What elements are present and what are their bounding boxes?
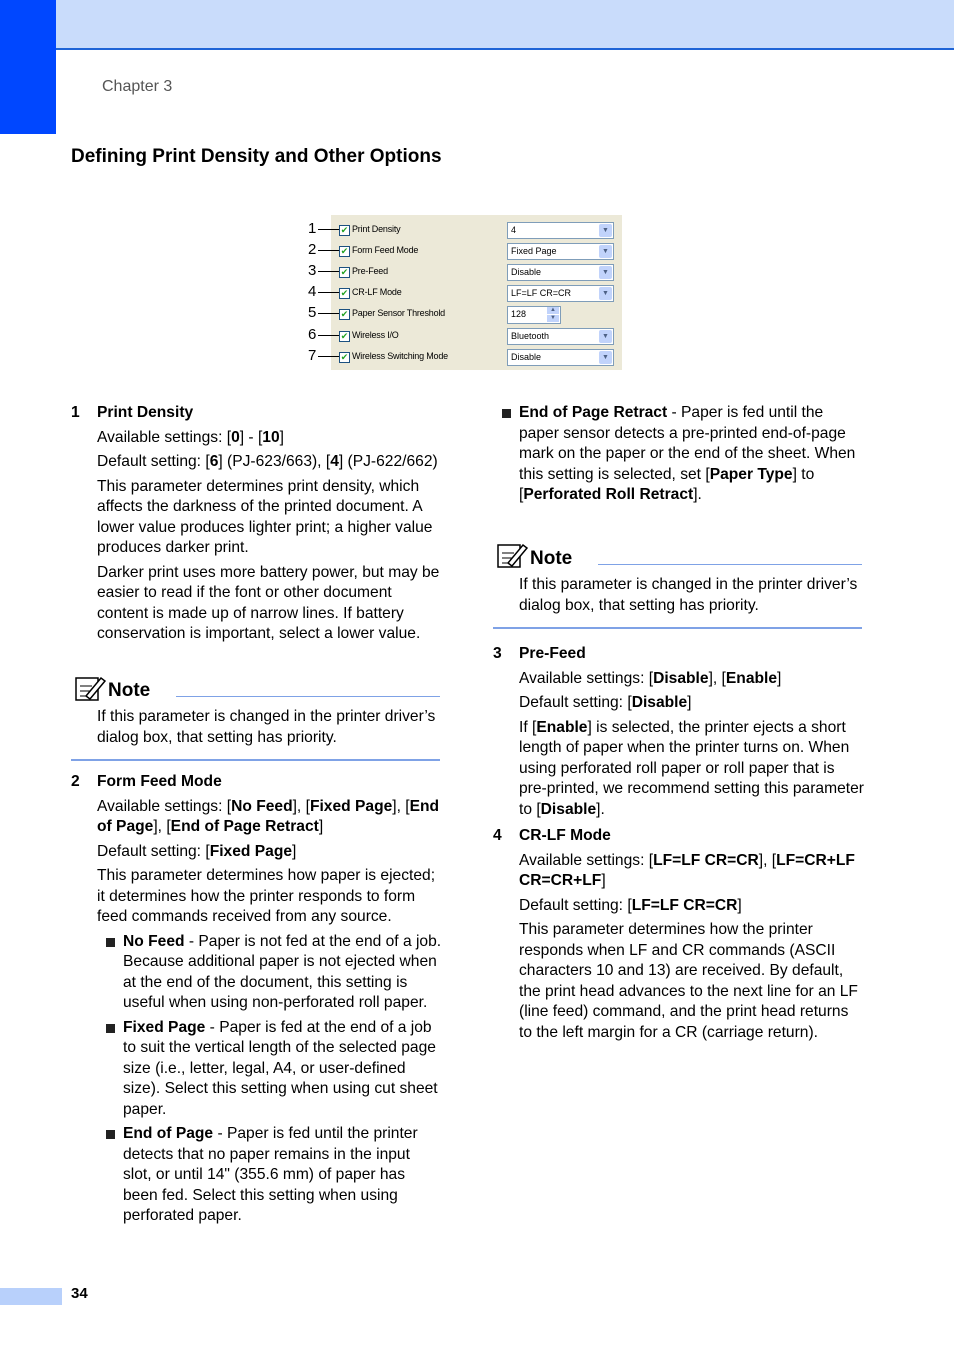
callout-line (318, 271, 339, 272)
checkbox-icon: ✔ (340, 246, 349, 257)
setting-dropdown (507, 285, 614, 302)
item-title: Form Feed Mode (97, 773, 222, 790)
spin-up-icon: ▲ (547, 307, 559, 314)
callout-number: 4 (308, 283, 317, 301)
chapter-label: Chapter 3 (102, 78, 173, 95)
available-settings: Available settings: [Disable], [Enable] (519, 669, 782, 687)
dropdown-arrow-icon: ▼ (599, 287, 612, 300)
item-pre-feed (519, 644, 864, 824)
list-item: Fixed Page - Paper is fed at the end of a job to suit the vertical length of the selected page size (i.e., letter, legal, A4, or user-defined size). Select this setting when using cut sheet paper. (97, 1018, 442, 1121)
description: This parameter determines how paper is ejected; it determines how the printer responds to form feed commands received from any source. (97, 867, 436, 925)
available-settings: Available settings: [0] - [10] (97, 428, 284, 446)
list-item: End of Page - Paper is fed until the printer detects that no paper remains in the input slot, or until 14" (355.6 mm) of paper has been fed. Select this setting when using perforated paper. (97, 1124, 442, 1227)
note-text: If this parameter is changed in the printer driver’s dialog box, that setting has priority. (97, 708, 436, 746)
default-setting: Default setting: [Disable] (519, 694, 692, 711)
setting-label: Wireless Switching Mode (352, 350, 448, 361)
setting-row (331, 327, 622, 348)
note-rule (598, 564, 862, 565)
checkbox-icon: ✔ (340, 267, 349, 278)
item-title: Print Density (97, 404, 194, 421)
setting-label: Paper Sensor Threshold (352, 308, 445, 319)
callout-line (318, 356, 339, 357)
page-number-tab (0, 1288, 62, 1305)
threshold-spinner (507, 306, 561, 324)
setting-dropdown (507, 328, 614, 345)
checkbox-icon: ✔ (340, 351, 349, 362)
setting-value: Bluetooth (511, 330, 550, 341)
callout-number: 7 (308, 346, 317, 364)
note-text: If this parameter is changed in the printer driver’s dialog box, that setting has priority. (519, 576, 858, 614)
setting-dropdown (507, 243, 614, 260)
default-setting: Default setting: [Fixed Page] (97, 842, 297, 860)
callout-number: 3 (308, 262, 317, 280)
callout-line (318, 229, 339, 230)
setting-row (331, 242, 622, 263)
callout-number: 5 (308, 304, 317, 322)
note-pencil-icon (496, 541, 528, 571)
setting-dropdown (507, 222, 614, 239)
item-number: 4 (493, 827, 502, 844)
list-item: End of Page Retract - Paper is fed until the paper sensor detects a pre-printed end-of-page mark on the paper or the end of the sheet. When this setting is selected, set [Paper Type] to [Perforated Roll Retract]. (493, 403, 864, 506)
description: This parameter determines how the printer responds when LF and CR commands (ASCII characters 10 and 13) are received. By default, the print head advances to the next line for an LF (line feed) command, and the print head returns to the left margin for a CR (carriage return). (519, 921, 858, 1041)
dropdown-arrow-icon: ▼ (599, 224, 612, 237)
setting-label: CR-LF Mode (352, 287, 402, 298)
page-number: 34 (71, 1285, 88, 1302)
setting-dropdown (507, 349, 614, 366)
setting-dropdown (507, 264, 614, 281)
spin-down-icon: ▼ (547, 315, 559, 322)
callout-number: 2 (308, 241, 317, 259)
note-title: Note (530, 548, 573, 569)
header-bar (0, 0, 954, 50)
checkbox-icon: ✔ (340, 309, 349, 320)
note-pencil-icon (74, 674, 106, 704)
setting-row (331, 221, 622, 242)
chapter-tab (0, 0, 56, 134)
checkbox-icon: ✔ (340, 330, 349, 341)
dropdown-arrow-icon: ▼ (599, 351, 612, 364)
item-number: 3 (493, 645, 502, 662)
setting-row (331, 263, 622, 284)
description: If [Enable] is selected, the printer ejects a short length of paper when the printer turns on. When using perforated roll paper or roll paper that is pre-printed, we recommend setting this parameter to [Disable]. (519, 718, 864, 818)
item-title: CR-LF Mode (519, 827, 611, 844)
description: This parameter determines print density, which affects the darkness of the printed document. A lower value produces lighter print; a higher value produces darker print. (97, 477, 433, 556)
note-bottom-rule (71, 759, 440, 761)
callout-number: 6 (308, 325, 317, 343)
default-setting: Default setting: [6] (PJ-623/663), [4] (PJ-622/662) (97, 453, 438, 470)
setting-value: 128 (511, 309, 527, 320)
item-print-density (97, 403, 442, 649)
setting-value: 4 (511, 225, 517, 235)
setting-value: Disable (511, 267, 542, 278)
dropdown-arrow-icon: ▼ (599, 330, 612, 343)
setting-value: Disable (511, 351, 542, 362)
checkbox-icon: ✔ (340, 225, 349, 235)
item-form-feed-mode (97, 772, 442, 1231)
setting-label: Print Density (352, 224, 401, 234)
default-setting: Default setting: [LF=LF CR=CR] (519, 896, 742, 914)
available-settings: Available settings: [No Feed], [Fixed Page], [End of Page], [End of Page Retract] (97, 797, 440, 835)
setting-row (331, 284, 622, 305)
setting-row (331, 305, 622, 326)
description: Darker print uses more battery power, but may be easier to read if the font or other document content is made up of narrow lines. If battery conservation is important, select a lower value. (97, 563, 440, 642)
dropdown-arrow-icon: ▼ (599, 266, 612, 279)
callout-line (318, 292, 339, 293)
available-settings: Available settings: [LF=LF CR=CR], [LF=CR+LF CR=CR+LF] (519, 851, 855, 889)
callout-number: 1 (308, 220, 317, 237)
item-number: 2 (71, 773, 80, 790)
setting-value: Fixed Page (511, 246, 557, 257)
item-number: 1 (71, 404, 80, 421)
item-title: Pre-Feed (519, 645, 586, 662)
callout-line (318, 250, 339, 251)
item-cr-lf-mode (519, 826, 864, 1047)
note-title: Note (108, 680, 151, 701)
setting-label: Form Feed Mode (352, 245, 419, 256)
section-title: Defining Print Density and Other Options (71, 146, 442, 167)
callout-line (318, 313, 339, 314)
right-column-continuation (519, 403, 864, 510)
setting-label: Pre-Feed (352, 266, 388, 277)
note-bottom-rule (493, 627, 862, 629)
setting-row (331, 348, 622, 369)
list-item: No Feed - Paper is not fed at the end of a job. Because additional paper is not ejected when at the end of the document, this setting is useful when using non-perforated roll paper. (97, 932, 442, 1014)
note-rule (176, 696, 440, 697)
dropdown-arrow-icon: ▼ (599, 245, 612, 258)
setting-label: Wireless I/O (352, 329, 399, 340)
setting-value: LF=LF CR=CR (511, 288, 572, 299)
callout-line (318, 335, 339, 336)
checkbox-icon: ✔ (340, 288, 349, 299)
settings-screenshot (331, 215, 622, 370)
